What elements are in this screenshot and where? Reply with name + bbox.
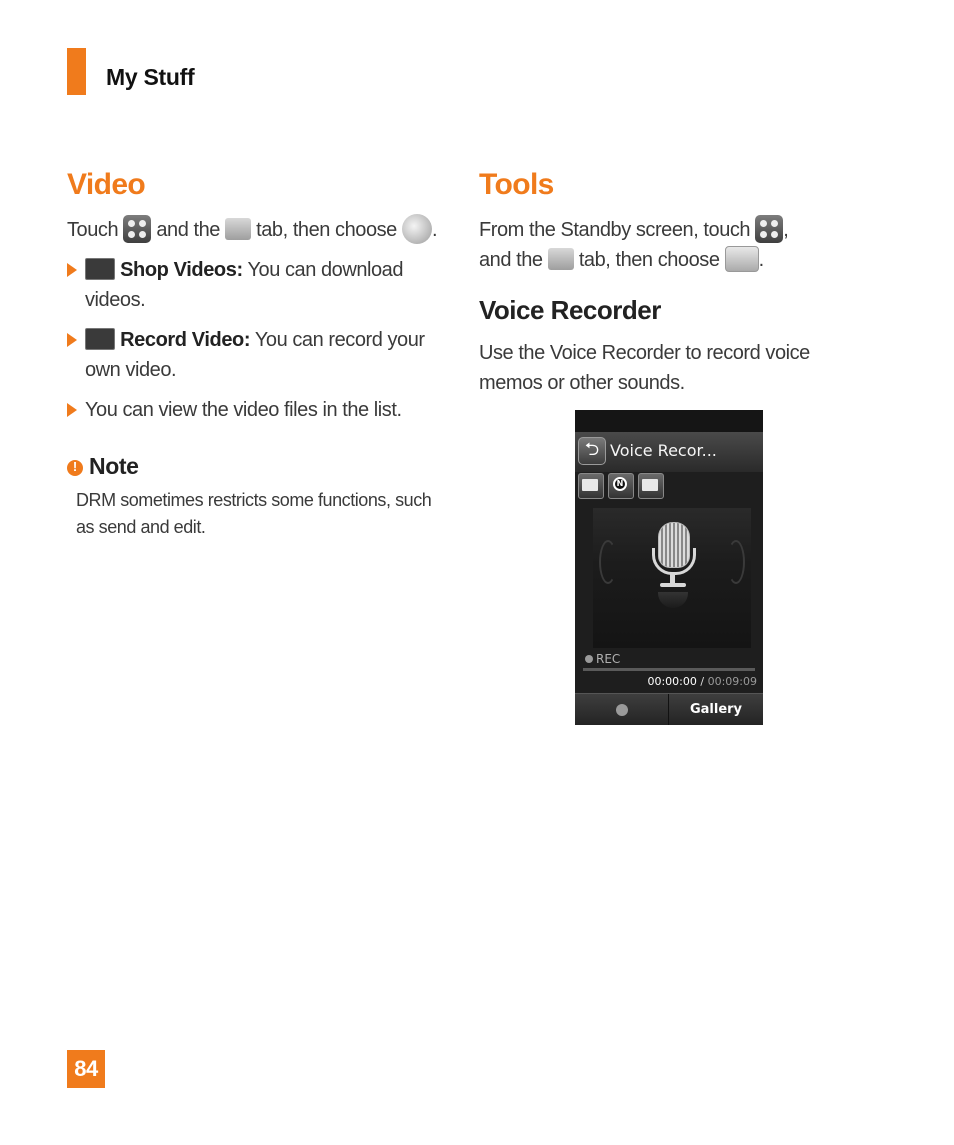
bullet-arrow-icon <box>67 403 77 417</box>
video-heading: Video <box>67 168 146 201</box>
right-arc <box>727 540 745 584</box>
bullet-arrow-icon <box>67 333 77 347</box>
record-video-item <box>85 325 425 385</box>
video-intro <box>67 215 437 246</box>
voice-recorder-desc <box>479 338 810 398</box>
record-video-text: You can record your <box>254 329 425 351</box>
bullet-arrow-icon <box>67 263 77 277</box>
toolbar <box>575 472 763 500</box>
note-alert-icon <box>67 460 83 476</box>
menu-grid-icon <box>123 215 151 243</box>
shop-videos-item <box>85 255 403 315</box>
app-titlebar <box>575 432 763 472</box>
tools-intro <box>479 215 788 275</box>
time-readout <box>647 675 757 688</box>
message-icon[interactable] <box>578 473 604 499</box>
shop-video-icon <box>85 258 115 280</box>
voice-recorder-heading: Voice Recorder <box>479 295 661 325</box>
note-line-2: as send and edit. <box>76 517 206 537</box>
intro-text-touch: Touch <box>67 219 119 241</box>
back-button[interactable]: ⮌ <box>578 437 606 465</box>
intro-text-and-the: and the <box>156 219 220 241</box>
video-icon <box>402 214 432 244</box>
desc-line-2: memos or other sounds. <box>479 372 685 394</box>
note-line-1: DRM sometimes restricts some functions, such <box>76 490 432 510</box>
menu-grid-icon <box>755 215 783 243</box>
record-video-label: Record Video: <box>120 329 251 351</box>
normal-mode-glyph: N <box>613 477 627 491</box>
tools-intro-period: . <box>758 249 764 271</box>
record-video-icon <box>85 328 115 350</box>
mic-base <box>660 583 686 587</box>
recording-progress <box>583 668 755 671</box>
shop-videos-text-cont: videos. <box>85 289 146 311</box>
rec-indicator-icon <box>585 655 593 663</box>
briefcase-icon <box>725 246 759 272</box>
time-total: 00:09:09 <box>707 675 757 688</box>
left-arc <box>599 540 617 584</box>
intro-text-period: . <box>431 219 438 241</box>
tools-intro-comma: , <box>783 219 789 241</box>
folder-tab-icon <box>548 248 574 270</box>
tools-heading: Tools <box>479 168 554 201</box>
tools-intro-line1: From the Standby screen, touch <box>479 219 751 241</box>
header-title: My Stuff <box>106 64 195 90</box>
desc-line-1: Use the Voice Recorder to record voice <box>479 342 810 364</box>
normal-mode-icon[interactable] <box>608 473 634 499</box>
intro-text-tab-choose: tab, then choose <box>256 219 397 241</box>
microphone-icon <box>658 522 690 568</box>
header-accent-bar <box>67 48 86 95</box>
time-separator: / <box>700 675 705 688</box>
tools-intro-tab-choose: tab, then choose <box>578 249 720 271</box>
rec-label: REC <box>596 652 621 666</box>
record-button[interactable] <box>616 704 628 716</box>
app-title: Voice Recor... <box>610 441 717 460</box>
page-number: 84 <box>67 1050 105 1088</box>
note-text <box>76 487 431 541</box>
shop-videos-text: You can download <box>247 259 404 281</box>
tools-intro-and-the: and the <box>479 249 543 271</box>
record-video-text-cont: own video. <box>85 359 177 381</box>
bottom-bar <box>575 693 763 725</box>
time-elapsed: 00:00:00 <box>647 675 697 688</box>
folder-tab-icon <box>225 218 251 240</box>
voice-recorder-screenshot <box>575 410 763 725</box>
view-files-item: You can view the video files in the list. <box>85 399 402 421</box>
gallery-button[interactable]: Gallery <box>689 702 743 717</box>
note-title: Note <box>89 453 139 479</box>
status-bar <box>575 410 763 432</box>
memo-list-icon[interactable] <box>638 473 664 499</box>
shop-videos-label: Shop Videos: <box>120 259 243 281</box>
